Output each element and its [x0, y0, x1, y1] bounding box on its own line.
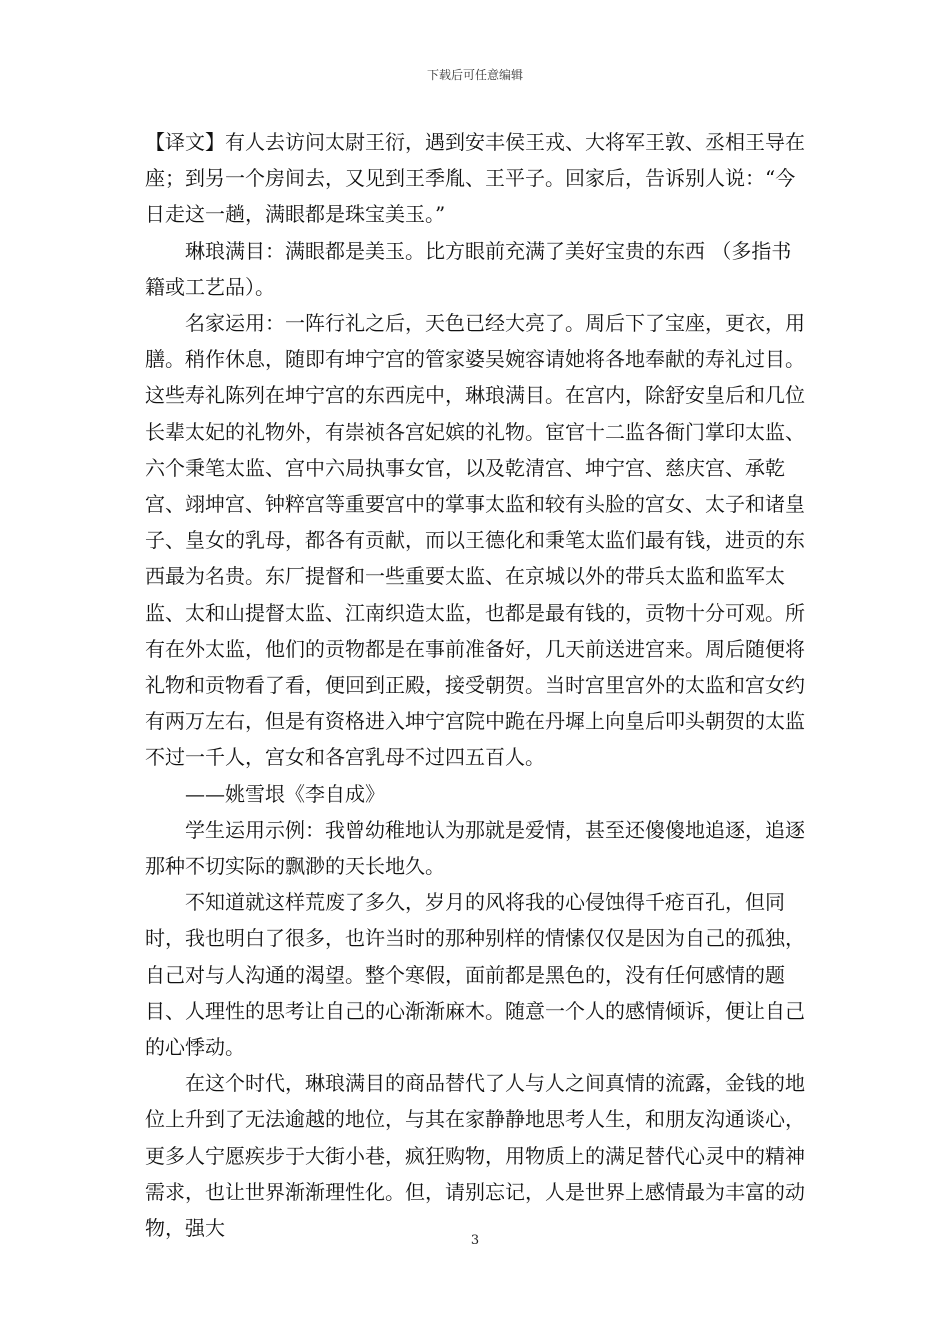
page-header: 下载后可任意编辑 [426, 68, 523, 82]
page-number: 3 [470, 1233, 480, 1248]
paragraph-famous-usage: 名家运用：一阵行礼之后，天色已经大亮了。周后下了宝座，更衣，用膳。稍作休息，随即有坤宁宫的管家婆吴婉容请她将各地奉献的寿礼过目。这些寿礼陈列在坤宁宫的东西庑中，琳琅满目。在宫内，除舒安皇后和几位长辈太妃的礼物外，有崇祯各宫妃嫔的礼物。宦官十二监各衙门掌印太监、六个秉笔太监、宫中六局执事女官，以及乾清宫、坤宁宫、慈庆宫、承乾宫、翊坤宫、钟粹宫等重要宫中的掌事太监和较有头脸的宫女、太子和诸皇子、皇女的乳母，都各有贡献，而以王德化和秉笔太监们最有钱，进贡的东西最为名贵。东厂提督和一些重要太监、在京城以外的带兵太监和监军太监、太和山提督太监、江南织造太监，也都是最有钱的，贡物十分可观。所有在外太监，他们的贡物都是在事前准备好，几天前送进宫来。周后随便将礼物和贡物看了看，便回到正殿，接受朝贺。当时宫里宫外的太监和宫女约有两万左右，但是有资格进入坤宁宫院中跪在丹墀上向皇后叩头朝贺的太监不过一千人，宫女和各宫乳母不过四五百人。 [145, 311, 805, 770]
paragraph-translation: 【译文】有人去访问太尉王衍，遇到安丰侯王戎、大将军王敦、丞相王导在座；到另一个房间去，又见到王季胤、王平子。回家后，告诉别人说：“今日走这一趟，满眼都是珠宝美玉。” [145, 130, 805, 227]
paragraph-definition: 琳琅满目：满眼都是美玉。比方眼前充满了美好宝贵的东西 （多指书籍或工艺品）。 [145, 238, 792, 299]
paragraph-source-citation: ——姚雪垠《李自成》 [185, 781, 385, 806]
paragraph-student-example: 学生运用示例：我曾幼稚地认为那就是爱情，甚至还傻傻地追逐，追逐那种不切实际的飘渺的天长地久。 [145, 817, 805, 879]
document-body [145, 124, 807, 1246]
paragraph-student-example-2: 不知道就这样荒废了多久，岁月的风将我的心侵蚀得千疮百孔，但同时，我也明白了很多，也许当时的那种别样的情愫仅仅是因为自己的孤独，自己对与人沟通的渴望。整个寒假，面前都是黑色的，没有任何感情的题目、人理性的思考让自己的心渐渐麻木。随意一个人的感情倾诉，便让自己的心悸动。 [145, 890, 805, 1060]
paragraph-student-example-3: 在这个时代，琳琅满目的商品替代了人与人之间真情的流露，金钱的地位上升到了无法逾越的地位，与其在家静静地思考人生，和朋友沟通谈心，更多人宁愿疾步于大街小巷，疯狂购物，用物质上的满足替代心灵中的精神需求，也让世界渐渐理性化。但，请别忘记，人是世界上感情最为丰富的动物，强大 [145, 1071, 805, 1241]
